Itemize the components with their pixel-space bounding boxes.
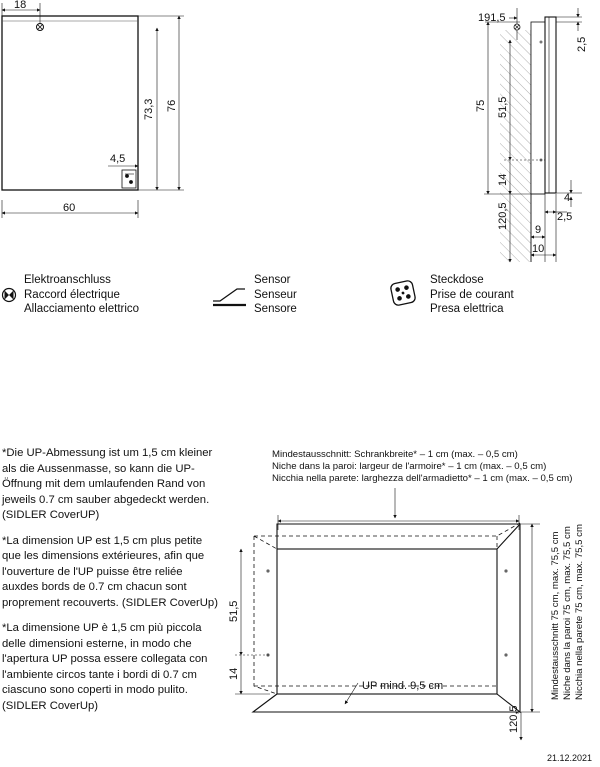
note-fr: *La dimension UP est 1,5 cm plus petite que les dimensions extérieures, afin que l'ouverture de l'UP puisse être reliée auxdes bords de 0.7 cm chacun sont proprement recouverts. (SIDLER CoverUp) (2, 534, 218, 609)
front-dim-width: 60 (63, 202, 76, 214)
front-dim-socket-offset: 4,5 (110, 153, 126, 165)
niche-height-line-3: Nicchia nella parete 75 cm, max. 75,5 cm (574, 524, 585, 700)
front-dim-height: 76 (166, 99, 178, 112)
legend-sensor-de: Sensor (254, 274, 291, 286)
side-dim-depth-2-5: 2,5 (557, 211, 573, 223)
legend-sensor-fr: Senseur (254, 288, 297, 301)
legend-socket (430, 273, 514, 317)
niche-back (277, 549, 497, 694)
side-dim-lower: 14 (497, 173, 509, 186)
legend-electric (24, 273, 139, 317)
side-dim-total-height: 75 (475, 99, 487, 112)
legend-socket-fr: Prise de courant (430, 288, 514, 301)
legend-electric-de: Elektroanschluss (24, 274, 111, 286)
niche-width-line-3: Nicchia nella parete: larghezza dell'armadietto* – 1 cm (max. – 0,5 cm) (272, 473, 573, 484)
front-dim-top-offset: 18 (14, 0, 27, 11)
niche (531, 22, 545, 194)
notes (2, 446, 220, 724)
side-dim-depth-9: 9 (535, 224, 542, 236)
legend-socket-de: Steckdose (430, 274, 484, 286)
legend-sensor (254, 273, 297, 317)
niche-height-line-2: Niche dans la paroi 75 cm, max. 75,5 cm (562, 526, 573, 700)
side-dim-depth-4: 4 (564, 192, 571, 204)
niche-dim-floor: 120,5 (508, 705, 520, 733)
niche-dim-upper: 51,5 (228, 600, 240, 622)
side-dim-floor: 120,5 (497, 202, 509, 230)
niche-drawing (235, 488, 540, 740)
document-date: 21.12.2021 (546, 753, 592, 763)
legend-sensor-it: Sensore (254, 303, 297, 315)
note-de: *Die UP-Abmessung ist um 1,5 cm kleiner als die Aussenmasse, so kann die UP-Öffnung mit dem umlaufenden Rand von jeweils 0.7 cm sauber abgedeckt werden. (SIDLER CoverUP) (2, 447, 213, 521)
note-it: *La dimensione UP è 1,5 cm più piccola delle dimensioni esterne, in modo che l'apertura UP possa essere collegata con l'ambiente circos tante i bordi di 0.7 cm ciascuno sono coperti in modo pulito. (SIDLER CoverUp) (2, 622, 208, 712)
niche-width-line-2: Niche dans la paroi: largeur de l'armoire* – 1 cm (max. – 0,5 cm) (272, 461, 547, 472)
cabinet-side (545, 17, 556, 193)
legend-electric-it: Allacciamento elettrico (24, 303, 140, 315)
side-dim-depth-10: 10 (532, 243, 545, 255)
socket-icon (122, 170, 136, 188)
niche-width-line-1: Mindestausschnitt: Schrankbreite* – 1 cm (max. – 0,5 cm) (272, 449, 518, 460)
socket-icon (390, 280, 416, 306)
front-dim-height-inner: 73,3 (143, 98, 155, 120)
niche-height-line-1: Mindestausschnitt 75 cm, max. 75,5 cm (550, 531, 561, 700)
side-dim-top-gap: 2,5 (576, 36, 588, 52)
niche-depth-label: UP mind. 9,5 cm (362, 680, 444, 692)
legend-socket-it: Presa elettrica (430, 303, 504, 315)
legend-electric-fr: Raccord électrique (24, 288, 120, 301)
sensor-icon (213, 289, 246, 305)
electric-connection-icon (3, 289, 16, 302)
side-dim-upper: 51,5 (497, 96, 509, 118)
niche-dim-lower: 14 (228, 667, 240, 680)
side-dim-top-offset: 191,5 (478, 12, 506, 24)
front-view (2, 3, 184, 218)
